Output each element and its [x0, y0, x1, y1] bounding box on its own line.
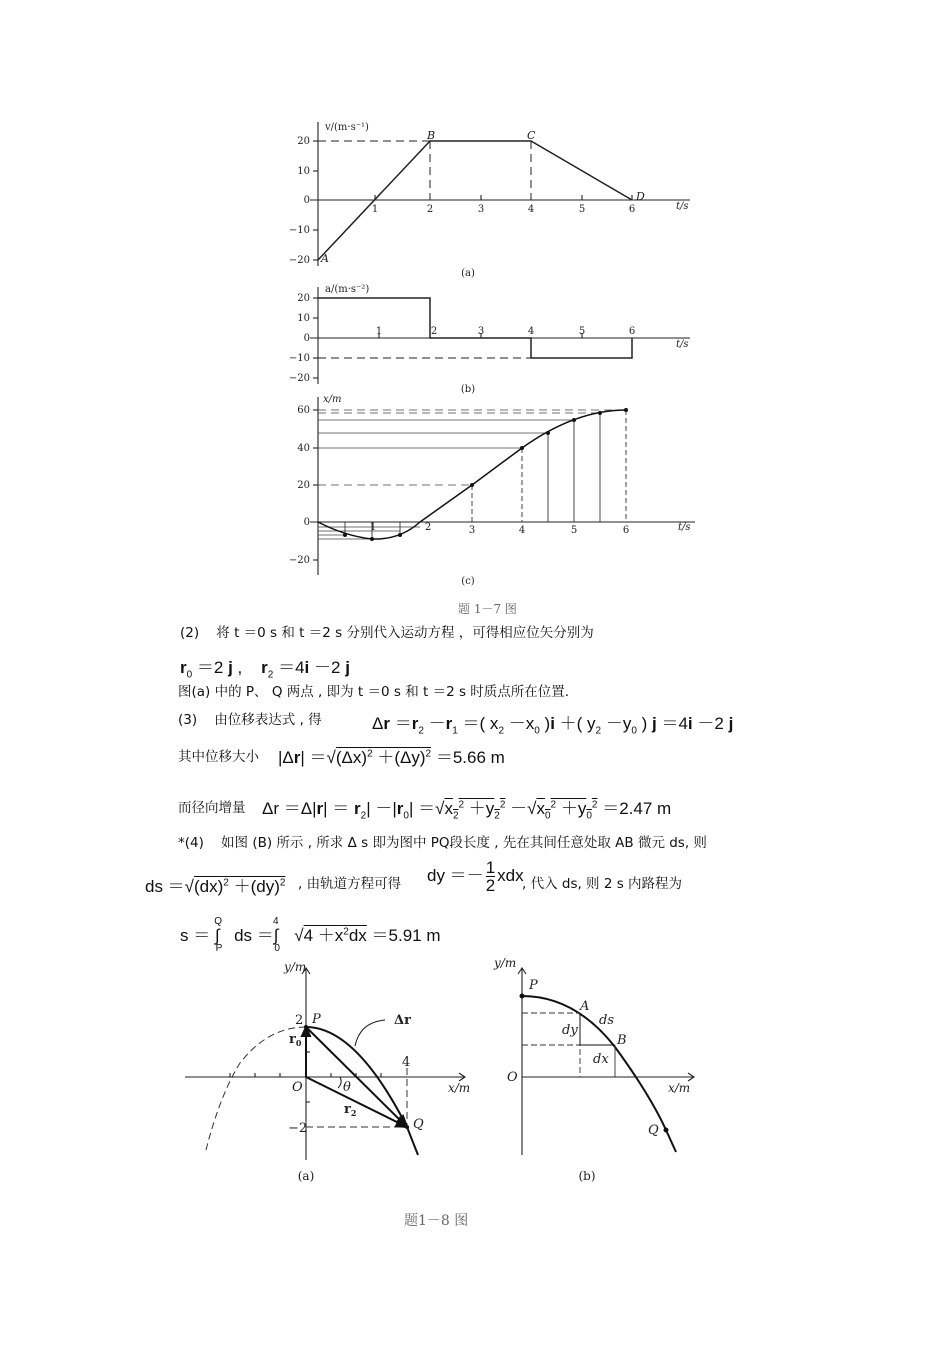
tick-label: 2 [430, 326, 438, 337]
dy-equation: dy ＝－ $\frac{1}{2}$ xdx [427, 858, 524, 895]
subfigure-caption: (a) [461, 268, 475, 279]
part-text: 如图 (B) 所示 , 所求 Δ s 即为图中 PQ段长度 , 先在其间任意处取 AB 微元 ds, 则 [221, 835, 707, 851]
origin-label: O [292, 1080, 303, 1095]
radial-increment-equation: $\Delta r =\Delta|r| = r_2| -|r_0| =√x_2^2 +y_2^2 -√x_0^2 +y_0^2 =2.47$ m [262, 799, 672, 822]
subfigure-caption: (a) [297, 1169, 315, 1183]
part-label: (2) [180, 625, 200, 641]
dy-label: dy [562, 1023, 578, 1038]
point-label: A [580, 999, 590, 1014]
position-vectors-equation: $r_0 =2$ j , $r_2 =4i -2$ j [180, 658, 350, 681]
figure-1-7c-position-graph [0, 393, 950, 618]
tick-label: 2 [426, 204, 434, 215]
tick-label: 10 [297, 313, 310, 324]
point-label: C [527, 129, 536, 142]
axis-label: a/(m·s⁻²) [325, 284, 370, 295]
tick-label: 3 [477, 326, 485, 337]
tick-label: −10 [288, 225, 310, 236]
tick-label: 20 [297, 136, 310, 147]
displacement-equation: $\Delta r =r_2 -r_1$ ＝( $x_2 -x_0$ )i ＋( $y_2 -y_0$ ) j ＝4i －2 j [372, 714, 734, 737]
axis-label: v/(m·s⁻¹) [325, 122, 369, 133]
part-text: 由位移表达式 , 得 [214, 712, 322, 728]
tick-label: 4 [518, 525, 526, 536]
part-text: 将 t ＝0 s 和 t ＝2 s 分别代入运动方程 ，可得相应位矢分别为 [216, 625, 594, 641]
part-4-tail-text: , 代入 ds, 则 2 s 内路程为 [522, 876, 683, 892]
displacement-magnitude-equation: $|\Delta r| =√(\Delta x)^2 +(\Delta y)^2 =5.66$ m [278, 748, 505, 767]
point-label: Q [413, 1117, 424, 1132]
radial-increment-text: 而径向增量 [178, 800, 246, 816]
axis-label: t/s [676, 339, 689, 350]
tick-label: 1 [371, 204, 379, 215]
tick-label: −2 [288, 1121, 308, 1136]
tick-label: −20 [288, 255, 310, 266]
tick-label: 4 [527, 204, 535, 215]
tick-label: −20 [288, 555, 310, 566]
part-label: *(4) [178, 835, 204, 851]
tick-label: 10 [297, 166, 310, 177]
part-3-paragraph [178, 711, 322, 729]
point-label: B [617, 1033, 627, 1048]
path-length-equation: $s = \int_P^Qds =\int_0^4$ $√4 +x^2dx =5.91$ m [180, 916, 441, 955]
tick-label: 2 [295, 1013, 304, 1028]
part-2-paragraph [180, 624, 594, 642]
axis-label: y/m [284, 960, 307, 974]
angle-label: θ [343, 1080, 351, 1095]
axis-label: x/m [448, 1081, 471, 1095]
origin-label: O [507, 1070, 518, 1085]
tick-label: 60 [297, 405, 310, 416]
part-2-figure-note: 图(a) 中的 P、 Q 两点 , 即为 t ＝0 s 和 t ＝2 s 时质点所在位置. [178, 684, 570, 700]
part-4-paragraph [178, 834, 707, 852]
tick-label: 3 [468, 525, 476, 536]
point-label: D [636, 190, 645, 203]
figure-1-8-title: 题1－8 图 [404, 1213, 469, 1229]
displacement-magnitude-text: 其中位移大小 [178, 749, 259, 765]
part-label: (3) [178, 712, 198, 728]
tick-label: 1 [375, 326, 383, 337]
point-label: P [312, 1012, 321, 1027]
subfigure-caption: (c) [461, 576, 475, 587]
tick-label: 6 [628, 326, 636, 337]
part-4-mid-text: , 由轨道方程可得 [298, 876, 402, 892]
axis-label: t/s [678, 522, 691, 533]
tick-label: 3 [477, 204, 485, 215]
axis-label: t/s [676, 201, 689, 212]
point-label: Q [648, 1123, 659, 1138]
point-label: B [427, 129, 436, 142]
subfigure-caption: (b) [460, 384, 476, 395]
figure-1-8b-arc-element [495, 955, 705, 1195]
tick-label: 5 [578, 204, 586, 215]
point-label: P [529, 978, 538, 993]
tick-label: 20 [297, 480, 310, 491]
axis-label: x/m [668, 1081, 691, 1095]
tick-label: 0 [303, 517, 310, 528]
r2-label: $r_2$ [344, 1102, 357, 1118]
tick-label: 2 [424, 522, 432, 533]
tick-label: −10 [288, 353, 310, 364]
tick-label: 5 [570, 525, 578, 536]
r0-label: $r_0$ [289, 1032, 302, 1048]
tick-label: 4 [527, 326, 535, 337]
ds-label: ds [599, 1013, 614, 1028]
figure-1-8a-trajectory [180, 955, 500, 1195]
figure-1-7b-acceleration-graph [0, 283, 950, 398]
dx-label: dx [593, 1052, 609, 1067]
tick-label: −20 [288, 373, 310, 384]
tick-label: 6 [628, 204, 636, 215]
figure-1-7-title: 题 1－7 图 [458, 602, 517, 616]
tick-label: 4 [402, 1055, 411, 1070]
axis-label: x/m [323, 394, 342, 405]
axis-label: y/m [494, 956, 517, 970]
delta-r-label: Δr [394, 1013, 411, 1028]
tick-label: 0 [303, 195, 310, 206]
tick-label: 5 [578, 326, 586, 337]
tick-label: 6 [622, 525, 630, 536]
tick-label: 40 [297, 443, 310, 454]
tick-label: 0 [303, 333, 310, 344]
tick-label: 1 [369, 522, 377, 533]
tick-label: 20 [297, 293, 310, 304]
point-label: A [321, 252, 329, 265]
arc-element-equation: ds ＝√(dx)$^2$ ＋(dy)$^2$ [145, 877, 286, 896]
subfigure-caption: (b) [578, 1169, 596, 1183]
